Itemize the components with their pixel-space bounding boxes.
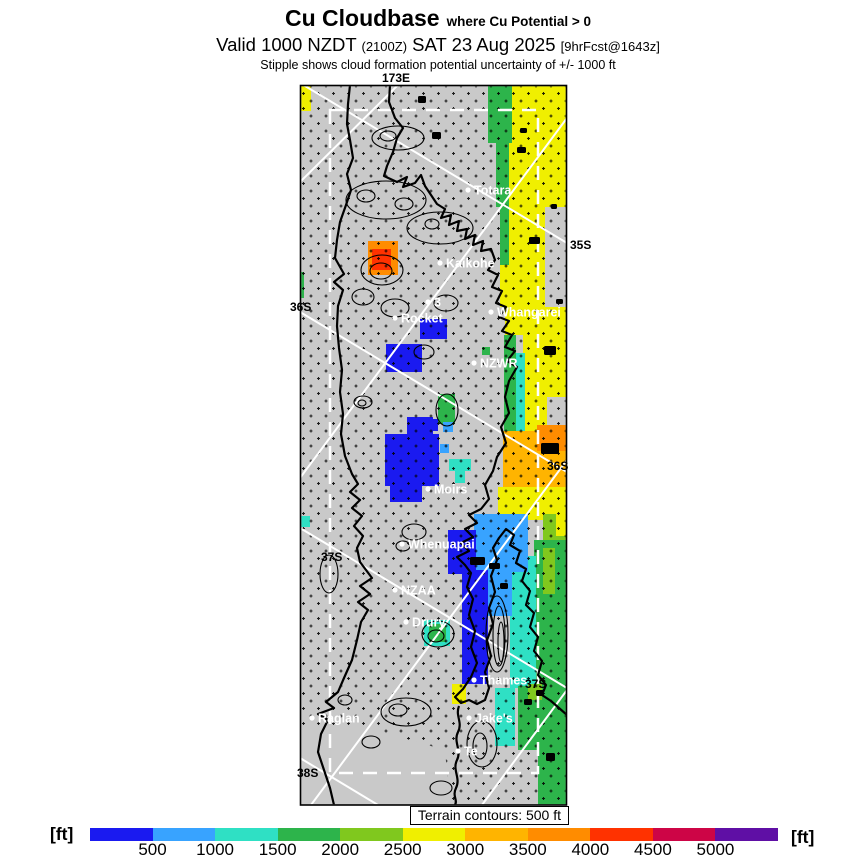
place-label: Thames [480, 673, 528, 688]
island [489, 563, 500, 569]
place-label: 3 [434, 295, 441, 310]
legend-tick: 2500 [383, 840, 422, 859]
place-marker [425, 299, 430, 304]
legend-tick: 2000 [321, 840, 360, 859]
graticule-label: 36S [290, 300, 312, 314]
legend-tick: 5000 [696, 840, 735, 859]
legend-tick: 4000 [571, 840, 610, 859]
graticule-label: 35S [570, 238, 592, 252]
place-label: Whangarei [497, 305, 561, 320]
place-label: Rocket [401, 311, 443, 326]
island [517, 147, 526, 153]
place-label: Te [464, 744, 478, 759]
place-label: NZAA [401, 583, 436, 598]
graticule-label: 36S [547, 459, 569, 473]
place-marker [392, 315, 397, 320]
place-label: Kaikohe [446, 256, 495, 271]
place-marker [309, 715, 314, 720]
legend-tick: 500 [138, 840, 167, 859]
graticule-label: 173E [381, 71, 411, 85]
island [529, 237, 540, 244]
title-main: Cu Cloudbase [284, 5, 440, 31]
island [544, 346, 556, 355]
island [546, 753, 555, 761]
island [432, 132, 441, 139]
place-label: Jake's [475, 711, 513, 726]
stipple-note: Stipple shows cloud formation potential uncertainty of +/- 1000 ft [260, 58, 616, 72]
valid-prefix: Valid 1000 NZDT [216, 34, 357, 55]
place-marker [437, 260, 442, 265]
place-marker [403, 619, 408, 624]
island [551, 204, 557, 209]
valid-zulu: (2100Z) [361, 39, 408, 54]
legend-unit-left: [ft] [50, 824, 74, 844]
place-label: Whenuapai [408, 537, 475, 552]
terrain-note-box: Terrain contours: 500 ft [410, 806, 569, 825]
island [470, 557, 485, 565]
island [541, 443, 559, 454]
place-marker [471, 360, 476, 365]
legend-tick: 1500 [258, 840, 297, 859]
graticule-label: 38S [297, 766, 319, 780]
island [556, 299, 563, 304]
legend-tick: 1000 [196, 840, 234, 859]
place-marker [399, 541, 404, 546]
place-marker [455, 748, 460, 753]
place-marker [471, 677, 476, 682]
legend-tick: 4500 [633, 840, 672, 859]
legend-tick-labels [90, 840, 778, 860]
legend-tick: 3000 [446, 840, 485, 859]
graticule-label: 37S [525, 677, 547, 691]
place-label: Drury [412, 615, 446, 630]
title-qualifier: where Cu Potential > 0 [446, 14, 592, 29]
place-marker [425, 486, 430, 491]
island [418, 96, 426, 103]
place-marker [488, 309, 493, 314]
forecast-run: [9hrFcst@1643z] [560, 39, 660, 54]
graticule-label: 37S [321, 550, 343, 564]
place-label: Raglan [318, 711, 360, 726]
island [500, 583, 508, 589]
place-marker [465, 187, 470, 192]
legend-unit-right: [ft] [791, 827, 815, 847]
place-marker [466, 715, 471, 720]
place-label: Totara [474, 183, 512, 198]
place-marker [392, 587, 397, 592]
place-label: NZWR [480, 356, 518, 371]
place-label: Moirs [434, 482, 468, 497]
legend-tick: 3500 [508, 840, 547, 859]
island [524, 699, 532, 705]
island [520, 128, 527, 133]
valid-date: SAT 23 Aug 2025 [412, 34, 556, 55]
